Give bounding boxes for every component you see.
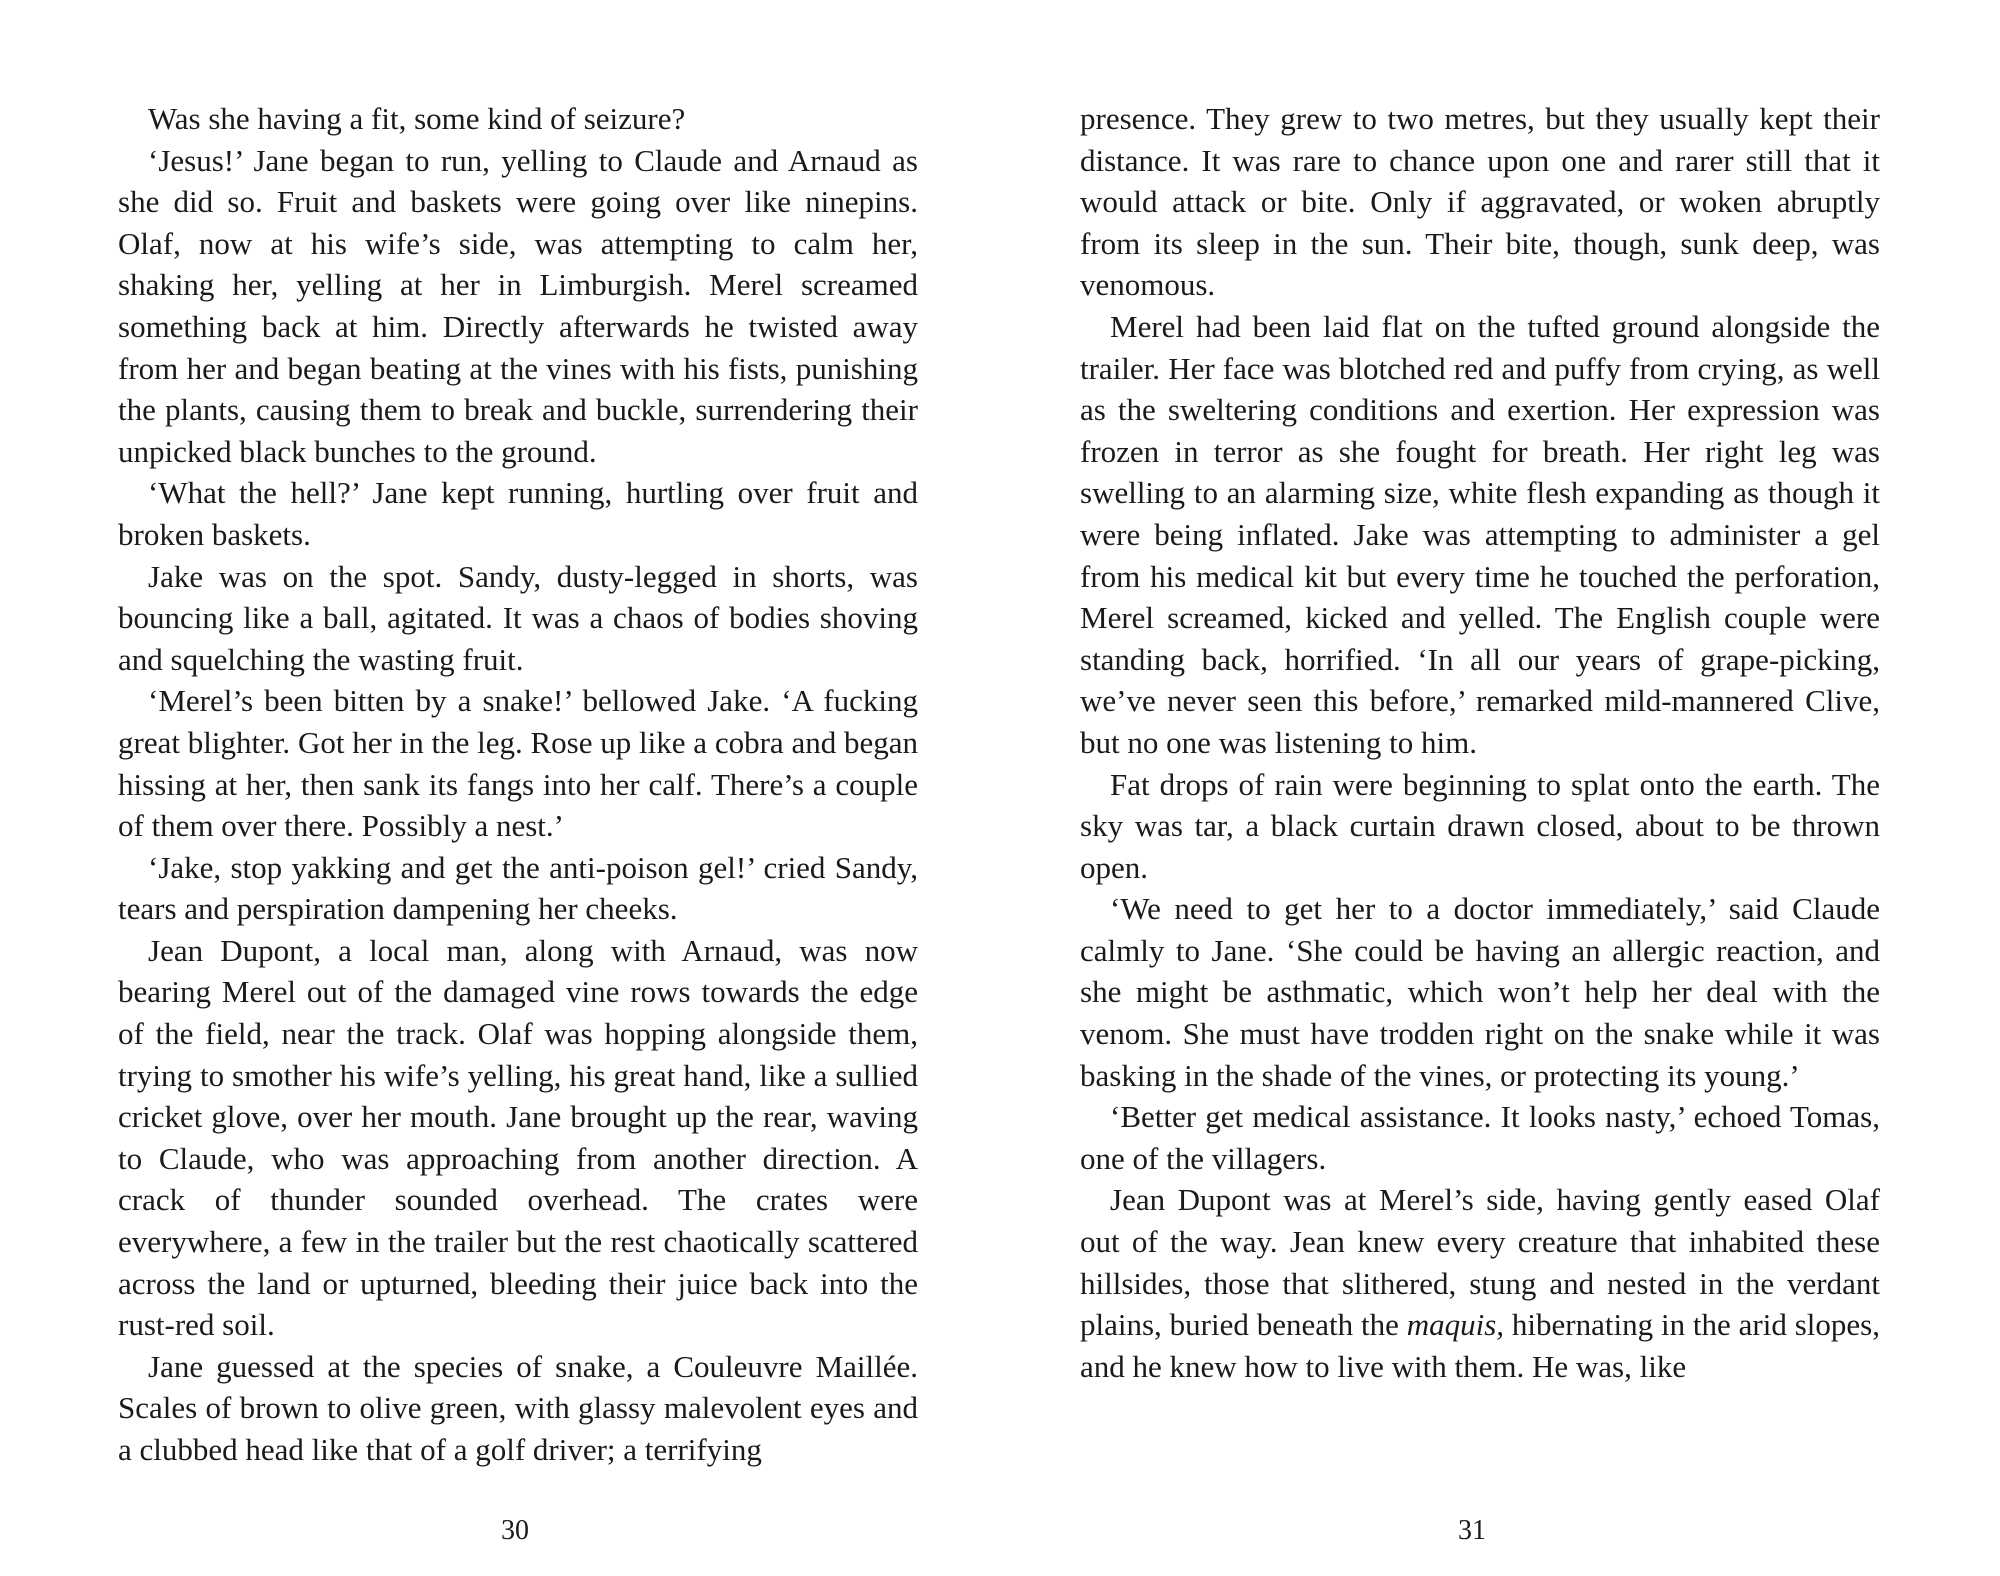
paragraph: Fat drops of rain were beginning to splat onto the earth. The sky was tar, a black curtain drawn closed, about to be thrown open. <box>1080 766 1880 885</box>
page-number-right: 31 <box>1458 1515 1486 1546</box>
paragraph: Merel had been laid flat on the tufted ground alongside the trailer. Her face was blotched red and puffy from crying, as well as the sweltering conditions and exertion. Her expression was frozen in terror as she fought for breath. Her right leg was swelling to an alarming size, white flesh expanding as though it were being inflated. Jake was attempting to administer a gel from his medical kit but every time he touched the perforation, Merel screamed, kicked and yelled. The English couple were standing back, horrified. ‘In all our years of grape-picking, we’ve never seen this before,’ remarked mild-mannered Clive, but no one was listening to him. <box>1080 308 1880 760</box>
paragraph-text: Jean Dupont was at Merel’s side, having gently eased Olaf out of the way. Jean knew every creature that inhabited these hillsides, those that slithered, stung and nested in the verdant plains, buried beneath the <box>1080 1182 1880 1343</box>
paragraph: Jean Dupont, a local man, along with Arnaud, was now bearing Merel out of the damaged vine rows towards the edge of the field, near the track. Olaf was hopping alongside them, trying to smother his wife’s yelling, his great hand, like a sullied cricket glove, over her mouth. Jane brought up the rear, waving to Claude, who was approaching from another direction. A crack of thunder sounded overhead. The crates were everywhere, a few in the trailer but the rest chaotically scattered across the land or upturned, bleeding their juice back into the rust-red soil. <box>118 932 918 1343</box>
paragraph: ‘What the hell?’ Jane kept running, hurtling over fruit and broken baskets. <box>118 475 918 552</box>
paragraph-with-italic <box>1080 1179 1880 1387</box>
paragraph: ‘Better get medical assistance. It looks nasty,’ echoed Tomas, one of the villagers. <box>1080 1099 1880 1176</box>
paragraph: Was she having a fit, some kind of seizure? <box>148 101 686 136</box>
paragraph: Jane guessed at the species of snake, a Couleuvre Maillée. Scales of brown to olive green, with glassy malevolent eyes and a clubbed head like that of a golf driver; a terrifying <box>118 1348 918 1467</box>
paragraph: ‘Jesus!’ Jane began to run, yelling to Claude and Arnaud as she did so. Fruit and baskets were going over like ninepins. Olaf, now at his wife’s side, was attempting to calm her, shaking her, yelling at her in Limburgish. Merel screamed something back at him. Directly afterwards he twisted away from her and began beating at the vines with his fists, punishing the plants, causing them to break and buckle, surrendering their unpicked black bunches to the ground. <box>118 142 918 469</box>
paragraph: ‘We need to get her to a doctor immediately,’ said Claude calmly to Jane. ‘She could be having an allergic reaction, and she might be asthmatic, which won’t help her deal with the venom. She must have trodden right on the snake while it was basking in the shade of the vines, or protecting its young.’ <box>1080 891 1880 1093</box>
paragraph: ‘Jake, stop yakking and get the anti-poison gel!’ cried Sandy, tears and perspiration dampening her cheeks. <box>118 849 918 927</box>
italic-word: maquis, <box>1406 1307 1505 1343</box>
paragraph-text: hibernating in the arid slopes, and he knew how to live with them. He was, like <box>1080 1307 1880 1384</box>
paragraph: presence. They grew to two metres, but they usually kept their distance. It was rare to chance upon one and rarer still that it would attack or bite. Only if aggravated, or woken abruptly from its sleep in the sun. Their bite, though, sunk deep, was venomous. <box>1080 101 1880 303</box>
left-page <box>118 98 918 1471</box>
right-page <box>1080 98 1880 1387</box>
paragraph: Jake was on the spot. Sandy, dusty-legged in shorts, was bouncing like a ball, agitated. It was a chaos of bodies shoving and squelching the wasting fruit. <box>118 558 918 677</box>
paragraph: ‘Merel’s been bitten by a snake!’ bellowed Jake. ‘A fucking great blighter. Got her in the leg. Rose up like a cobra and began hissing at her, then sank its fangs into her calf. There’s a couple of them over there. Possibly a nest.’ <box>118 683 918 844</box>
page-number-left: 30 <box>501 1515 529 1546</box>
